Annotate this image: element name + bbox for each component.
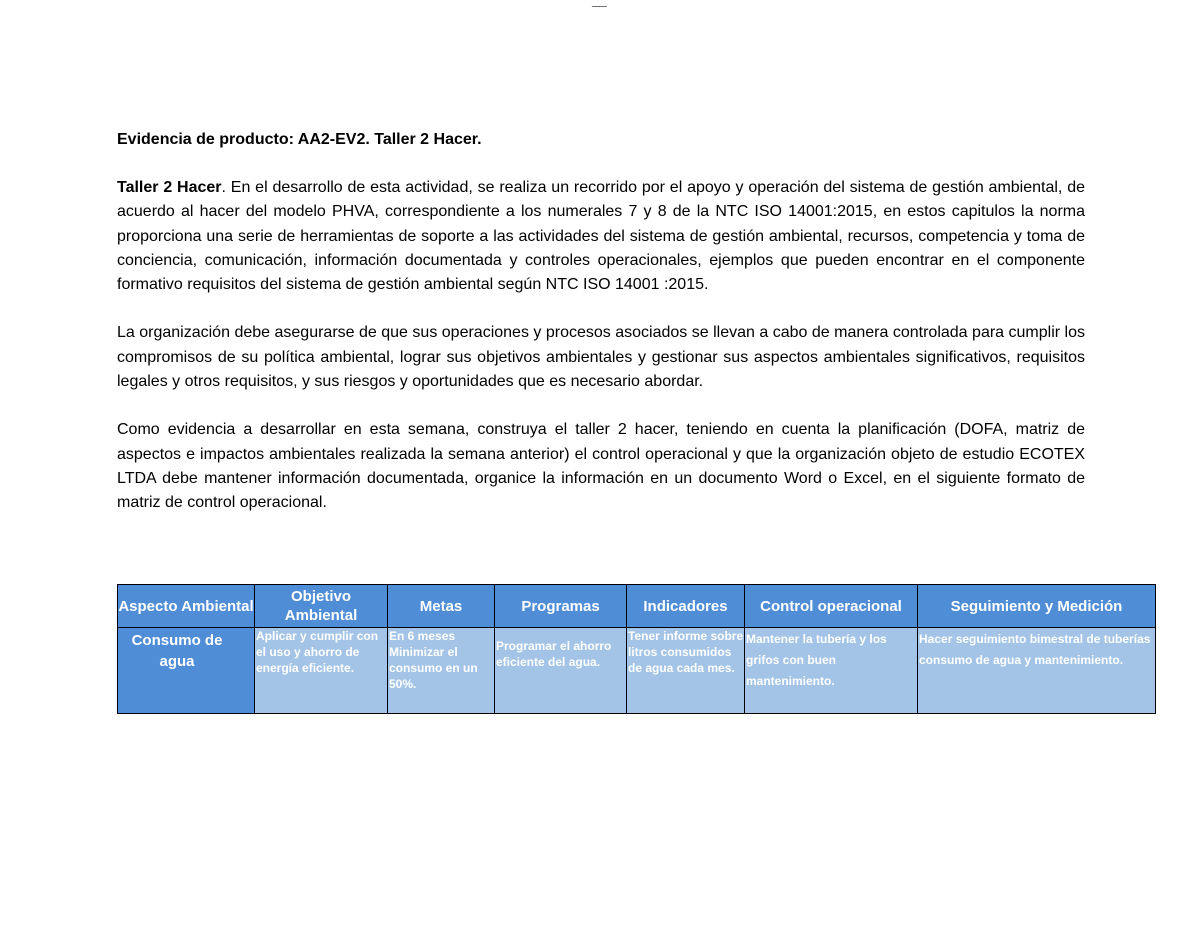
operational-control-matrix xyxy=(117,584,1156,714)
cell-seguimiento-text: Hacer seguimiento bimestral de tuberías consumo de agua y mantenimiento. xyxy=(919,632,1151,667)
document-heading: Evidencia de producto: AA2-EV2. Taller 2 Hacer. xyxy=(117,131,482,148)
cell-seguimiento xyxy=(918,628,1156,714)
header-indicadores: Indicadores xyxy=(627,585,745,628)
header-programas: Programas xyxy=(495,585,627,628)
cell-objetivo-text: Aplicar y cumplir con el uso y ahorro de energía eficiente. xyxy=(256,629,379,675)
cell-control-text: Mantener la tubería y los grifos con buen mantenimiento. xyxy=(746,632,887,688)
cell-programas xyxy=(495,628,627,714)
cell-indicadores xyxy=(627,628,745,714)
cell-indicadores-text: Tener informe sobre litros consumidos de agua cada mes. xyxy=(628,629,744,675)
header-control-operacional: Control operacional xyxy=(745,585,918,628)
matrix-header-row xyxy=(118,585,1156,628)
cell-metas-text: En 6 meses Minimizar el consumo en un 50%. xyxy=(389,629,478,691)
cell-aspecto-text: Consumo de agua xyxy=(131,632,223,670)
paragraph-intro-lead: Taller 2 Hacer xyxy=(117,179,222,196)
paragraph-operations: La organización debe asegurarse de que sus operaciones y procesos asociados se llevan a cabo de manera controlada para cumplir los compromisos de su política ambiental, lograr sus objetivos ambientales y gestionar sus aspectos ambientales significativos, requisitos legales y otros requisitos, y sus riesgos y oportunidades que es necesario abordar. xyxy=(117,324,1085,391)
cell-programas-text: Programar el ahorro eficiente del agua. xyxy=(496,639,612,669)
header-seguimiento-medicion: Seguimiento y Medición xyxy=(918,585,1156,628)
cell-metas xyxy=(388,628,495,714)
header-mark: ____ xyxy=(592,0,606,7)
header-aspecto-ambiental: Aspecto Ambiental xyxy=(118,585,255,628)
table-row xyxy=(118,628,1156,714)
paragraph-intro xyxy=(117,176,1085,297)
document-body xyxy=(117,128,1085,540)
cell-aspecto xyxy=(118,628,255,714)
header-metas: Metas xyxy=(388,585,495,628)
paragraph-intro-text: . En el desarrollo de esta actividad, se realiza un recorrido por el apoyo y operación del sistema de gestión ambiental, de acuerdo al hacer del modelo PHVA, correspondiente a los numerales 7 y 8 de la NTC ISO 14001:2015, en estos capitulos la norma proporciona una serie de herramientas de soporte a las actividades del sistema de gestión ambiental, recursos, competencia y toma de conciencia, comunicación, información documentada y controles operacionales, ejemplos que pueden encontrar en el componente formativo requisitos del sistema de gestión ambiental según NTC ISO 14001 :2015. xyxy=(117,179,1085,294)
header-objetivo-ambiental: Objetivo Ambiental xyxy=(255,585,388,628)
cell-objetivo xyxy=(255,628,388,714)
paragraph-evidence: Como evidencia a desarrollar en esta semana, construya el taller 2 hacer, teniendo en cuenta la planificación (DOFA, matriz de aspectos e impactos ambientales realizada la semana anterior) el control operacional y que la organización objeto de estudio ECOTEX LTDA debe mantener información documentada, organice la información en un documento Word o Excel, en el siguiente formato de matriz de control operacional. xyxy=(117,421,1085,512)
cell-control xyxy=(745,628,918,714)
